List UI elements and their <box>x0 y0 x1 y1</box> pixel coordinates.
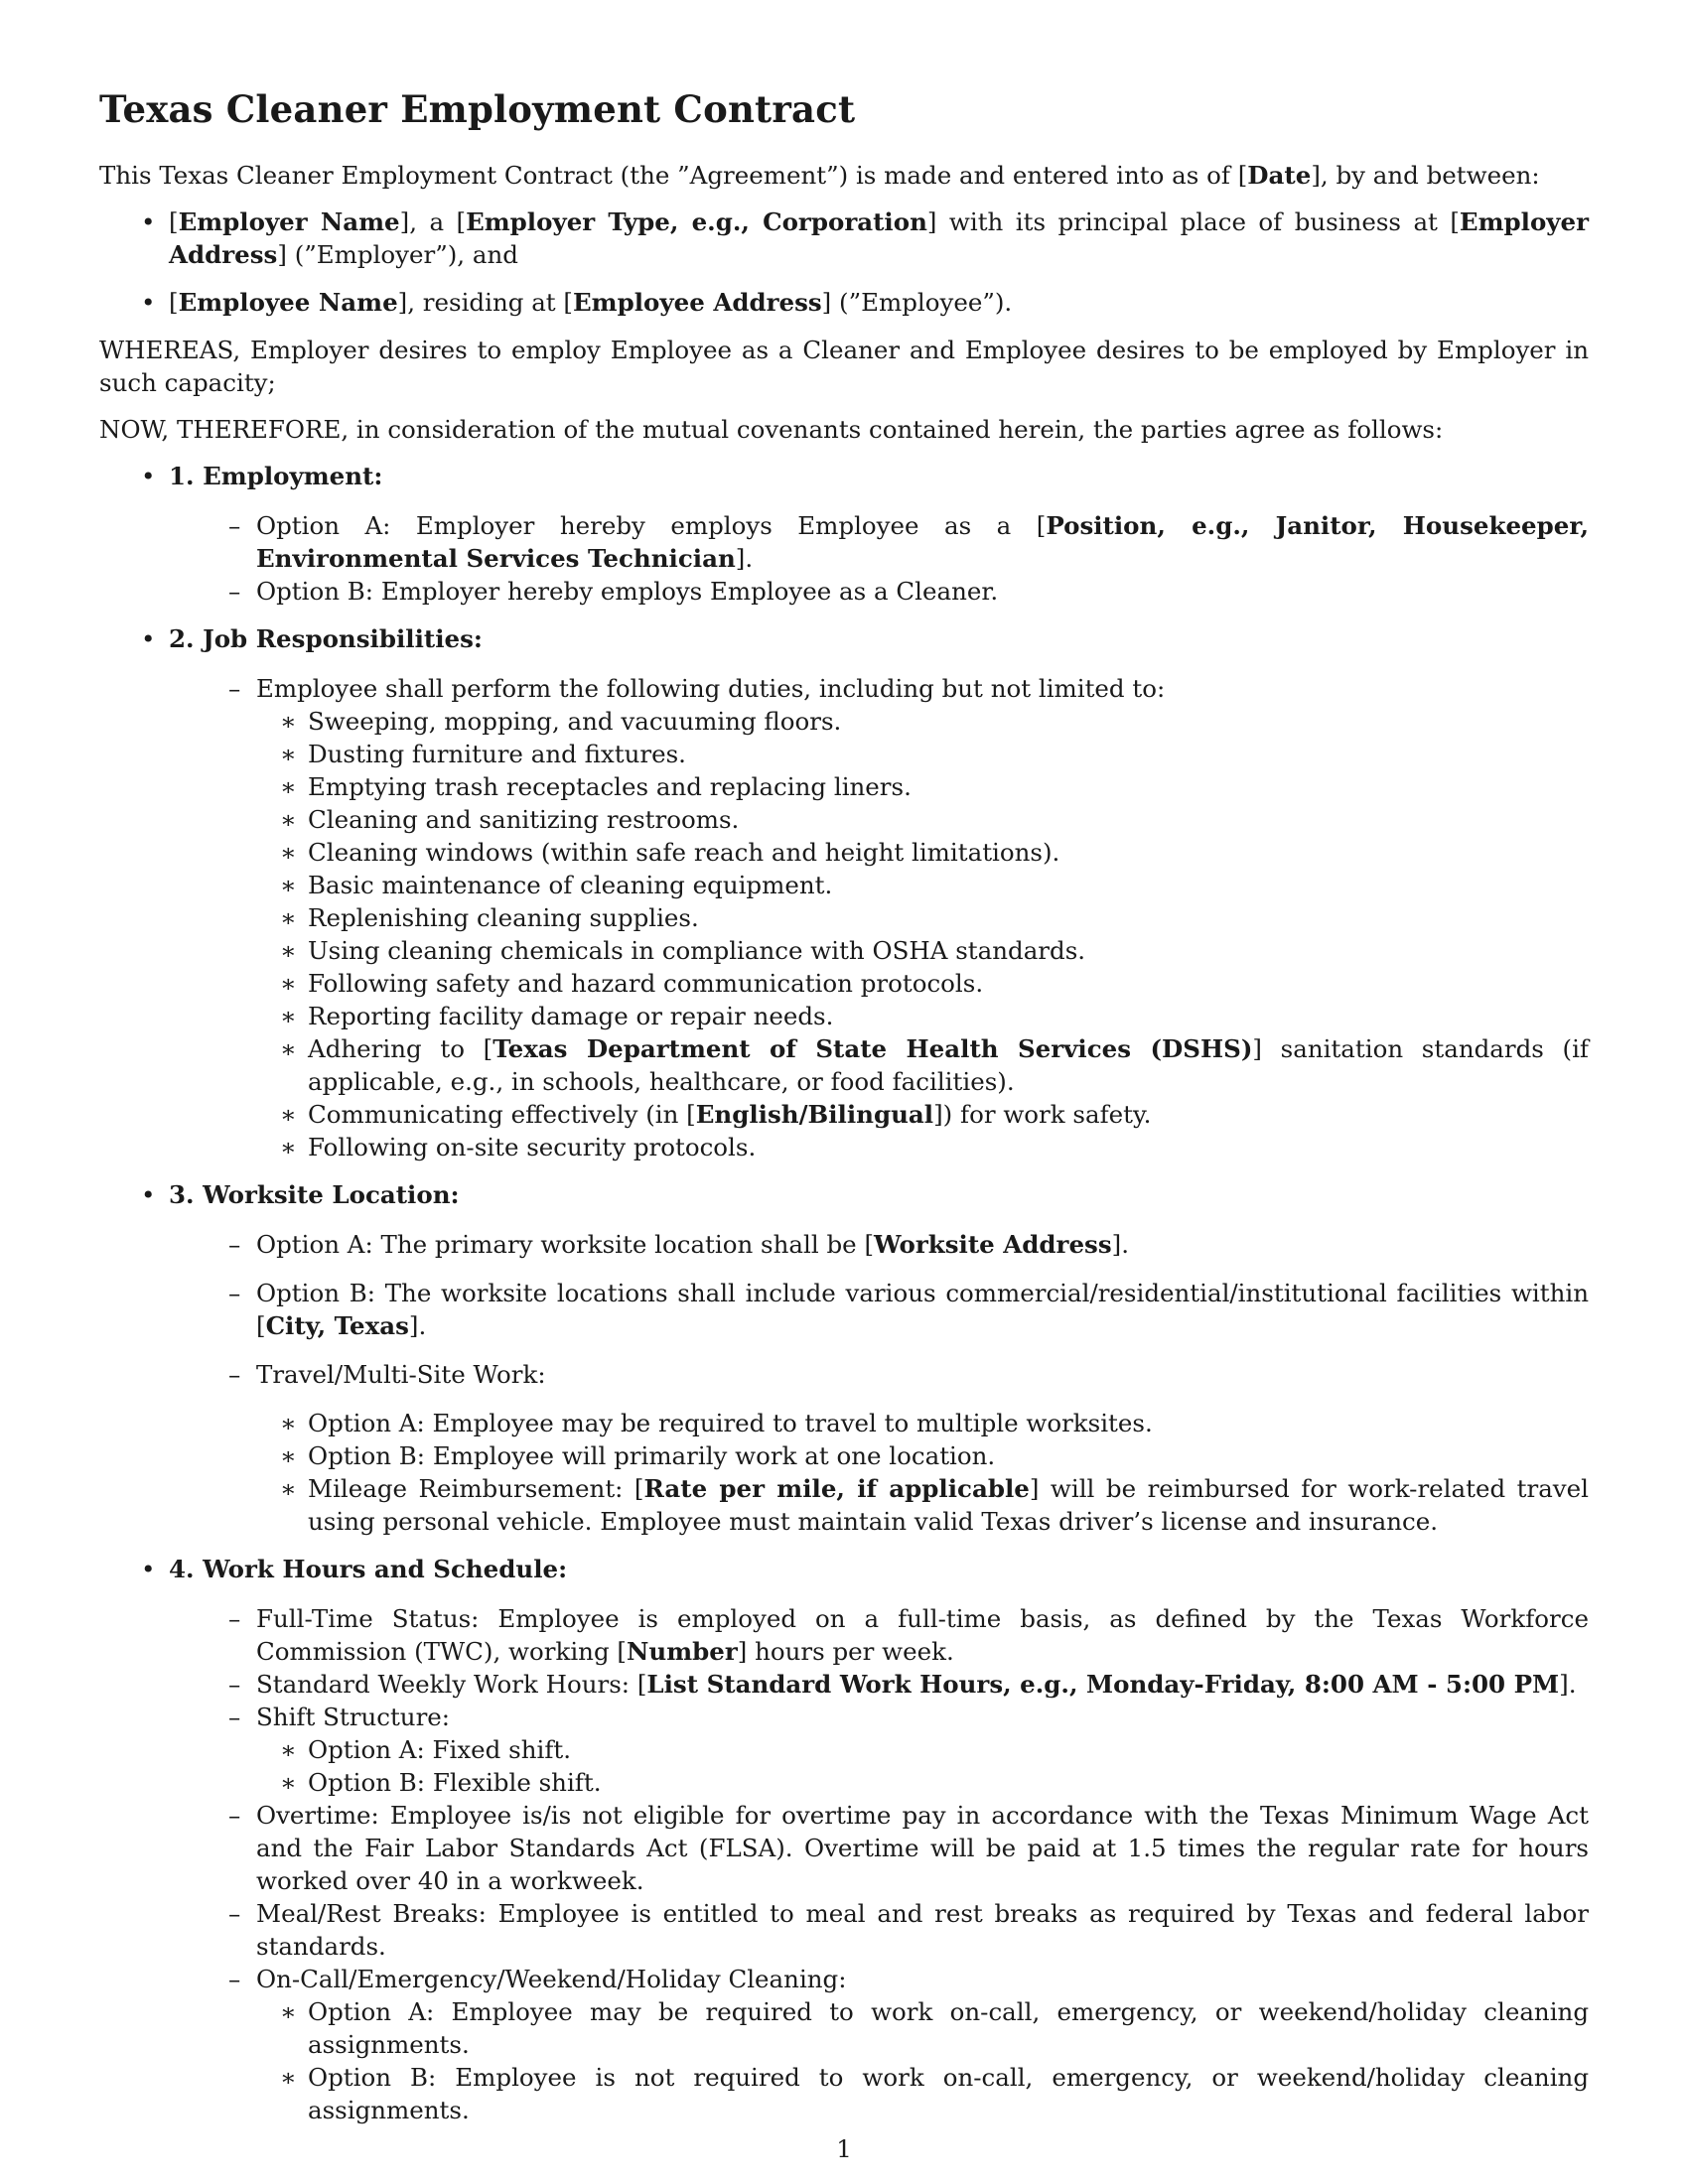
list-item: – Overtime: Employee is/is not eligible for overtime pay in accordance with the Texas Minimum Wage Act and the Fair Labor Standards Act (FLSA). Overtime will be paid at 1.5 times the regular rate for hours worked over 40 in a workweek. <box>199 1799 1589 1897</box>
parties-list <box>99 205 1589 319</box>
section-work-hours <box>99 1553 1589 2126</box>
section-heading: • 4. Work Hours and Schedule: <box>169 1555 568 1583</box>
document-page <box>99 87 1589 2141</box>
shift-item: ∗ Option A: Fixed shift. <box>256 1733 1589 1766</box>
travel-item: ∗ Option A: Employee may be required to travel to multiple worksites. <box>256 1407 1589 1439</box>
duty-item: ∗ Communicating effectively (in [English/Bilingual]) for work safety. <box>256 1098 1589 1131</box>
shift-item: ∗ Option B: Flexible shift. <box>256 1766 1589 1799</box>
duty-item: ∗ Following on-site security protocols. <box>256 1131 1589 1163</box>
duty-item: ∗ Following safety and hazard communication protocols. <box>256 967 1589 1000</box>
list-item: – Employee shall perform the following duties, including but not limited to: ∗ Sweeping, mopping, and vacuuming floors. ∗ Dusting furniture and fixtures. ∗ Emptying trash receptacles and replacing liners. ∗ Cleaning and sanitizing restrooms. ∗ Cleaning windows (within safe reach and height limitations). ∗ Basic maintenance of cleaning equipment. ∗ Replenishing cleaning supplies. ∗ Using cleaning chemicals in compliance with OSHA standards. ∗ Following safety and hazard communication protocols. ∗ Reporting facility damage or repair needs. ∗ Adhering to [Texas Department of State Health Services (DSHS)] sanitation standards (if applicable, e.g., in schools, healthcare, or food facilities). ∗ Communicating effectively (in [English/Bilingual]) for work safety. ∗ Following on-site security protocols. <box>199 672 1589 1163</box>
list-item: – Option B: The worksite locations shall include various commercial/residential/institutional facilities within [City, Texas]. <box>199 1277 1589 1342</box>
list-item: – On-Call/Emergency/Weekend/Holiday Cleaning: ∗ Option A: Employee may be required to work on-call, emergency, or weekend/holiday cleaning assignments. ∗ Option B: Employee is not required to work on-call, emergency, or weekend/holiday cleaning assignments. <box>199 1963 1589 2126</box>
page-number: 1 <box>836 2134 852 2163</box>
intro-paragraph: This Texas Cleaner Employment Contract (the ”Agreement”) is made and entered into as of [Date], by and between: <box>99 161 1540 190</box>
list-item: – Travel/Multi-Site Work: ∗ Option A: Employee may be required to travel to multiple worksites. ∗ Option B: Employee will primarily work at one location. ∗ Mileage Reimbursement: [Rate per mile, if applicable] will be reimbursed for work-related travel using personal vehicle. Employee must maintain valid Texas driver’s license and insurance. <box>199 1358 1589 1538</box>
whereas-paragraph: WHEREAS, Employer desires to employ Employee as a Cleaner and Employee desires to be employed by Employer in such capacity; <box>99 336 1589 397</box>
section-employment <box>99 460 1589 608</box>
document-title: Texas Cleaner Employment Contract <box>99 87 856 131</box>
list-item: – Shift Structure: ∗ Option A: Fixed shift. ∗ Option B: Flexible shift. <box>199 1701 1589 1799</box>
date-placeholder: Date <box>1247 161 1312 190</box>
travel-item: ∗ Option B: Employee will primarily work at one location. <box>256 1439 1589 1472</box>
list-item: – Meal/Rest Breaks: Employee is entitled to meal and rest breaks as required by Texas and federal labor standards. <box>199 1897 1589 1963</box>
duty-item: ∗ Sweeping, mopping, and vacuuming floors. <box>256 705 1589 738</box>
list-item: – Standard Weekly Work Hours: [List Standard Work Hours, e.g., Monday-Friday, 8:00 AM - 5:00 PM]. <box>199 1668 1589 1701</box>
duty-item: ∗ Emptying trash receptacles and replacing liners. <box>256 770 1589 803</box>
duty-item: ∗ Basic maintenance of cleaning equipment. <box>256 869 1589 901</box>
travel-item: ∗ Mileage Reimbursement: [Rate per mile, if applicable] will be reimbursed for work-related travel using personal vehicle. Employee must maintain valid Texas driver’s license and insurance. <box>256 1472 1589 1538</box>
duty-item: ∗ Cleaning windows (within safe reach and height limitations). <box>256 836 1589 869</box>
section-heading: • 1. Employment: <box>169 462 383 490</box>
oncall-item: ∗ Option B: Employee is not required to work on-call, emergency, or weekend/holiday cleaning assignments. <box>256 2061 1589 2126</box>
section-worksite-location <box>99 1178 1589 1538</box>
section-heading: • 3. Worksite Location: <box>169 1180 460 1209</box>
duty-item: ∗ Replenishing cleaning supplies. <box>256 901 1589 934</box>
sections-list <box>99 460 1589 2126</box>
employee-party: • [Employee Name], residing at [Employee Address] (”Employee”). <box>99 286 1589 319</box>
list-item: – Full-Time Status: Employee is employed on a full-time basis, as defined by the Texas Workforce Commission (TWC), working [Number] hours per week. <box>199 1602 1589 1668</box>
now-therefore-paragraph: NOW, THEREFORE, in consideration of the mutual covenants contained herein, the parties agree as follows: <box>99 415 1444 444</box>
list-item: – Option A: Employer hereby employs Employee as a [Position, e.g., Janitor, Housekeeper, Environmental Services Technician]. <box>199 509 1589 575</box>
list-item: – Option B: Employer hereby employs Employee as a Cleaner. <box>199 575 1589 608</box>
list-item: – Option A: The primary worksite location shall be [Worksite Address]. <box>199 1228 1589 1261</box>
employer-party: • [Employer Name], a [Employer Type, e.g., Corporation] with its principal place of business at [Employer Address] (”Employer”), and <box>99 205 1589 271</box>
duty-item: ∗ Using cleaning chemicals in compliance with OSHA standards. <box>256 934 1589 967</box>
duty-item: ∗ Reporting facility damage or repair needs. <box>256 1000 1589 1032</box>
section-heading: • 2. Job Responsibilities: <box>169 624 483 653</box>
duty-item: ∗ Cleaning and sanitizing restrooms. <box>256 803 1589 836</box>
duty-item: ∗ Adhering to [Texas Department of State Health Services (DSHS)] sanitation standards (if applicable, e.g., in schools, healthcare, or food facilities). <box>256 1032 1589 1098</box>
oncall-item: ∗ Option A: Employee may be required to work on-call, emergency, or weekend/holiday cleaning assignments. <box>256 1995 1589 2061</box>
duty-item: ∗ Dusting furniture and fixtures. <box>256 738 1589 770</box>
section-job-responsibilities <box>99 622 1589 1163</box>
